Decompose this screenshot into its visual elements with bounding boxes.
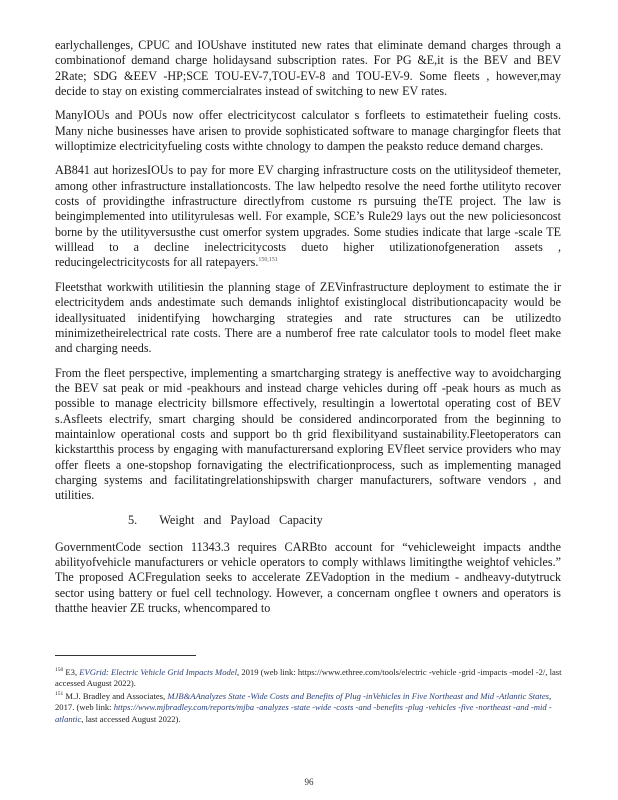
page-number: 96 <box>304 777 314 787</box>
footnote-suffix: , last accessed August 2022). <box>81 713 181 724</box>
paragraph: From the fleet perspective, implementing a smartcharging strategy is aneffective way to avoidcharging the BEV sat peak or mid -peakhours and instead charge vehicles during off -peak hours as much as possible to manage electricity billsmore effectively, resultingin a lowertotal operating cost of BEV s.Asfleets electrify, smart charging should be considered andincorporated from the beginning to maintainlow operational costs and support bo th grid flexibilityand sustainability.Fleetoperators can kickstartthis process by engaging with manufacturersand exploring EVfleet service providers who may offer fleets a one-stopshop fornavigating the electrificationprocess, such as implementing managed charging systems and facilitatingrelationshipswith charger manufacturers, software vendors , and utilities. <box>55 365 561 503</box>
footnote-title: MJB&AAnalyzes State -Wide Costs and Benefits of Plug -inVehicles in Five Northeast and Mid -Atlantic States <box>167 690 549 701</box>
paragraph <box>55 163 561 270</box>
footnote-prefix: M.J. Bradley and Associates, <box>65 690 166 701</box>
footnote-middle: , 2017. (web link: <box>55 690 552 713</box>
footnotes <box>55 667 563 726</box>
section-heading <box>55 513 561 528</box>
footnote-number: 151 <box>55 690 64 697</box>
footnote-prefix: E3, <box>65 667 78 677</box>
footnote-number: 150 <box>55 667 64 674</box>
footnote-reference[interactable]: 150,151 <box>258 257 278 264</box>
section-number: 5. <box>128 512 138 527</box>
paragraph-text: AB841 aut horizesIOUs to pay for more EV charging infrastructure costs on the utilitysideof themeter, among other infrastructure installationcosts. The law helpedto resolve the need forthe utilityto recover costs of providingthe infrastructure directlyfrom custome rs pursuing theTE project. The law is beingimplemented into utilityrulesas well. For example, SCE’s Rule29 lays out the new policiesoncost borne by the utilityversusthe cust omerfor system upgrades. Some studies indicate that large -scale TE willlead to a decline inelectricitycosts dueto higher utilizationofgeneration assets , reducingelectricitycosts for all ratepayers. <box>55 163 561 270</box>
footnote-link[interactable]: https://www.mjbradley.com/reports/mjba -analyzes -state -wide -costs -and -benefits -plug -vehicles -five -northeast -and -mid -atlantic <box>55 702 552 724</box>
section-title: Weight and Payload Capacity <box>159 512 323 527</box>
body-text <box>55 38 561 625</box>
paragraph: GovernmentCode section 11343.3 requires CARBto account for “vehicleweight impacts andthe abilityofvehicle manufacturers or vehicle operators to comply withlaws limitingthe weightof vehicles.” The proposed ACFregulation seeks to accelerate ZEVadoption in the medium - andheavy-dutytruck sector using battery or fuel cell technology. However, a concernam ongflee t owners and operators is thatthe heavier ZE trucks, whencompared to <box>55 539 561 615</box>
footnote <box>55 691 563 725</box>
paragraph: earlychallenges, CPUC and IOUshave instituted new rates that eliminate demand charges through a combinationof demand charge holidaysand subscription rates. For PG &E,it is the BEV and BEV 2Rate; SDG &EEV -HP;SCE TOU-EV-7,TOU-EV-8 and TOU-EV-9. Some fleets , however,may decide to stay on existing commercialrates instead of switching to new EV rates. <box>55 38 561 99</box>
footnote <box>55 667 563 690</box>
footnote-separator <box>55 655 196 656</box>
paragraph: Fleetsthat workwith utilitiesin the planning stage of ZEVinfrastructure deployment to estimate the ir electricitydem ands andestimate such demands inlightof existinglocal distributioncapacity would be ideallysituated inidentifying howcharging strategies and rate structures can be utilizedto minimizetheirelectrical rate costs. There are a numberof free rate calculator tools to model fleet make and charging needs. <box>55 279 561 356</box>
footnote-suffix: , 2019 (web link: https://www.ethree.com/tools/electric -vehicle -grid -impacts -model -2/, last accessed August 2022). <box>55 667 562 689</box>
paragraph: ManyIOUs and POUs now offer electricitycost calculator s forfleets to estimatetheir fueling costs. Many niche businesses have arisen to provide sophisticated software to manage chargingfor fleets that willoptimize electricityfueling costs withte chnology to dampen the peaksto reduce demand charges. <box>55 108 561 154</box>
footnote-title: EVGrid: Electric Vehicle Grid Impacts Model <box>79 667 238 677</box>
